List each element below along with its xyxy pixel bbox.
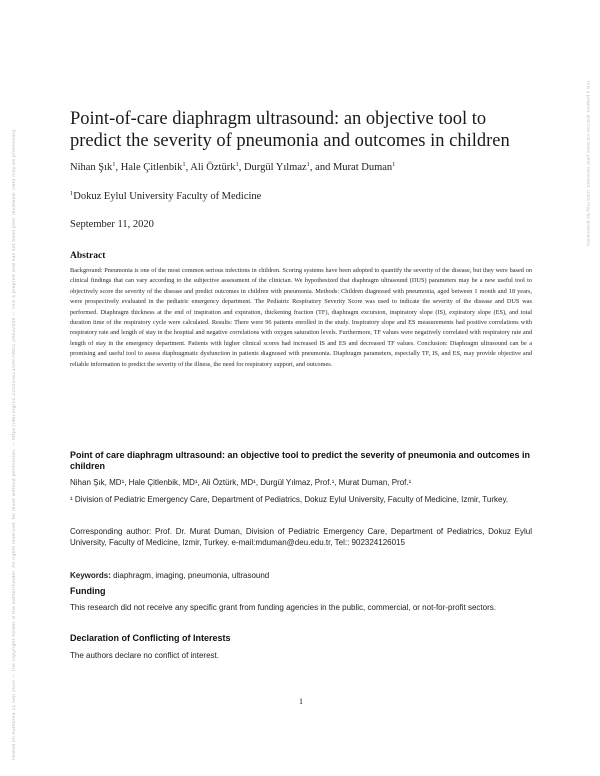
keywords-label: Keywords: [70, 571, 111, 580]
keywords-text: diaphragm, imaging, pneumonia, ultrasound [113, 571, 270, 580]
author-separator: , [115, 162, 121, 173]
funding-text: This research did not receive any specific grant from funding agencies in the public, commercial, or not-for-profit sectors. [70, 603, 496, 612]
manuscript-affiliation: ¹ Division of Pediatric Emergency Care, Department of Pediatrics, Dokuz Eylul University, Faculty of Medicine, Izmir, Turkey. [70, 495, 509, 504]
keywords [70, 570, 532, 581]
author-sup: 1 [235, 161, 239, 168]
affiliation-sup: 1 [70, 190, 74, 197]
paper-title: Point-of-care diaphragm ultrasound: an objective tool to predict the severity of pneumonia and outcomes in children [70, 109, 510, 151]
preprint-right-stamp: This a preprint and has not been peer reviewed. Data may be preliminary. [585, 80, 590, 247]
affiliation-text: Dokuz Eylul University Faculty of Medicine [73, 191, 262, 202]
author-name: Nihan Şık [70, 162, 113, 173]
author-separator: , [185, 162, 191, 173]
author-sup: 1 [112, 161, 116, 168]
abstract-body: Background: Pneumonia is one of the most common serious infections in children. Scoring systems have been adopted to quantify the severity of the disease, but they were based on clinical findings that can vary according to the subjective assessment of the clinician. We hypothesized that diaphragm ultrasound (DUS) parameters may be a new useful tool to objectively score the severity of the disease and predict outcomes in children with pneumonia. Methods: Children diagnosed with pneumonia, aged between 1 month and 18 years, were prospectively evaluated in the pediatric emergency department. The Pediatric Respiratory Severity Score was used to indicate the severity of the disease and DUS was performed. Diaphragm thickness at the end of inspiration and expiration, thickening fraction (TF), diaphragm excursion, inspiratory slope (IS), expiratory slope (ES), and total duration time of the respiratory cycle were calculated. Results: There were 96 patients enrolled in the study. Inspiratory slope and ES measurements had positive correlations with respiratory rate and length of stay in the hospital and negative correlations with oxygen saturation levels. Furthermore, TF values were negatively correlated with respiratory rate and length of stay in the emergency department. Patients with higher clinical scores had increased IS and ES and decreased TF values. Conclusion: Diaphragm ultrasound can be a promising and useful tool to assess diaphragmatic dysfunction in patients diagnosed with pneumonia. Diaphragm parameters, especially TF, IS, and ES, may provide objective and reliable information to predict the severity of the illness, the need for respiratory support, and outcomes. [70, 267, 532, 368]
author-name: Durgül Yılmaz [243, 162, 307, 173]
manuscript-title: Point of care diaphragm ultrasound: an objective tool to predict the severity of pneumonia and outcomes in children [70, 450, 531, 471]
author-name: Hale Çitlenbik [120, 162, 183, 173]
author-sup: 1 [306, 161, 310, 168]
author-sup: 1 [182, 161, 186, 168]
author-list [70, 161, 395, 173]
conflict-heading: Declaration of Conflicting of Interests [70, 633, 231, 643]
author-sup: 1 [392, 161, 396, 168]
page-number: 1 [299, 697, 303, 706]
publication-date: September 11, 2020 [70, 219, 154, 230]
preprint-side-stamp: Posted on Authorea 11 Sep 2020 — The copyright holder is the author/funder. All rights reserved. No reuse without permission. — https://doi.org/10.22541/au.159979602.28432849 — This a preprint and has not been peer reviewed. Data may be preliminary. [12, 128, 17, 760]
author-separator: , [238, 162, 244, 173]
author-name: Ali Öztürk [190, 162, 236, 173]
manuscript-authors: Nihan Şık, MD¹, Hale Çitlenbik, MD¹, Ali Öztürk, MD¹, Durgül Yılmaz, Prof.¹, Murat Duman, Prof.¹ [70, 478, 412, 487]
conflict-text: The authors declare no conflict of interest. [70, 651, 219, 660]
corresponding-author: Corresponding author: Prof. Dr. Murat Duman, Division of Pediatric Emergency Care, Department of Pediatrics, Dokuz Eylul University, Faculty of Medicine, Izmir, Turkey. e-mail:mduman@deu.edu.tr, Tel:: 902324126015 [70, 527, 532, 547]
funding-heading: Funding [70, 586, 106, 596]
affiliation [70, 190, 261, 202]
author-name: Murat Duman [332, 162, 393, 173]
author-separator: , and [309, 162, 333, 173]
abstract-heading: Abstract [70, 251, 106, 261]
